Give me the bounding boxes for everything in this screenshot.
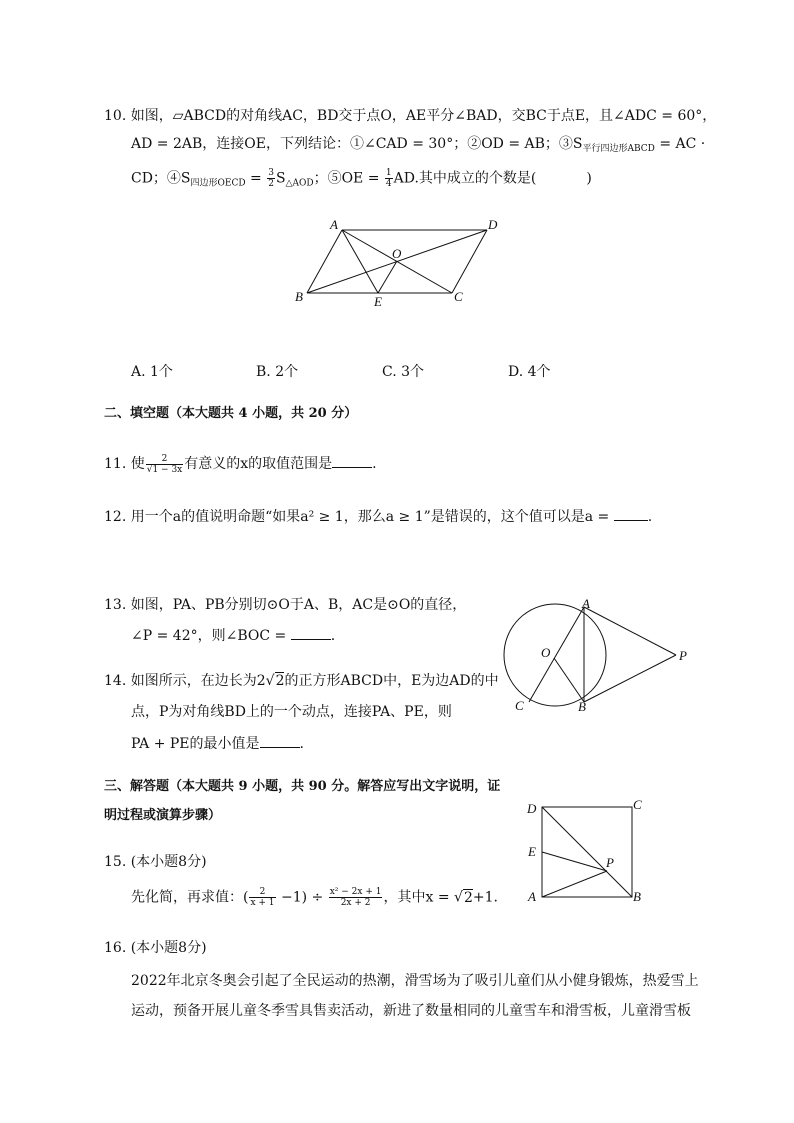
label-d: D <box>527 801 537 816</box>
label-c: C <box>515 698 524 713</box>
q14-sqrt-value: 2 <box>275 673 285 689</box>
q10-option-c[interactable]: C. 3个 <box>382 364 425 380</box>
q10-s: S <box>275 170 286 187</box>
section-3-heading-line2: 明过程或演算步骤） <box>104 808 222 823</box>
q10-fraction-3-2: $\frac{3}{2}$ <box>268 168 274 189</box>
label-b: B <box>633 889 641 904</box>
q15-fraction-1: $\frac{2}{x + 1}$ <box>250 887 275 908</box>
label-b: B <box>295 289 303 304</box>
label-o: O <box>392 246 402 261</box>
q14-answer-blank[interactable] <box>260 733 300 748</box>
q10-option-b[interactable]: B. 2个 <box>256 364 299 380</box>
q13-circle-figure <box>494 590 704 720</box>
q13-text-line2: ∠P = 42°，则∠BOC = <box>131 628 287 644</box>
q15-score: (本小题8分) <box>130 854 207 870</box>
q15-mid: −1) ÷ <box>276 889 328 906</box>
q13-line2 <box>131 625 335 646</box>
q13-end: . <box>330 628 336 644</box>
q14-sqrt-sign: √ <box>265 673 275 689</box>
q15-body <box>131 887 498 908</box>
q14-text-line3: PA + PE的最小值是 <box>131 736 260 752</box>
q10-text-line2: AD = 2AB，连接OE，下列结论：①∠CAD = 30°；②OD = AB；③S <box>131 136 583 152</box>
label-a: A <box>330 217 338 232</box>
tangent-pb <box>584 655 676 702</box>
q14-line2: 点，P为对角线BD上的一个动点，连接PA、PE，则 <box>131 704 452 720</box>
q14-text-line1b: 的正方形ABCD中，E为边AD的中 <box>284 673 499 689</box>
segment-ae <box>342 230 378 293</box>
q10-text-line2-end: = AC · <box>654 136 706 152</box>
q13-number: 13. <box>104 597 127 613</box>
q12-answer-blank[interactable] <box>614 506 648 521</box>
q16-number: 16. <box>104 940 127 956</box>
q14-end: . <box>299 736 304 752</box>
q10-fraction-1-4: $\frac{1}{4}$ <box>385 168 392 189</box>
q13-line1 <box>104 595 466 615</box>
q10-parallelogram-figure <box>290 212 510 312</box>
q10-subscript-aod: △AOD <box>285 178 314 189</box>
label-d: D <box>488 217 498 232</box>
q11-fraction: $\frac{2}{√1 - 3x}$ <box>146 453 183 475</box>
q14-number: 14. <box>104 673 127 689</box>
segment-ab <box>307 230 342 293</box>
q15-post-b: +1. <box>472 889 498 906</box>
q10-subscript-abcd: 平行四边形ABCD <box>582 144 655 154</box>
q16-header <box>104 938 207 958</box>
label-c: C <box>454 289 463 304</box>
q11-answer-blank[interactable] <box>332 453 372 468</box>
q14-square-figure <box>522 795 652 910</box>
circle-o <box>504 604 606 706</box>
label-e: E <box>374 294 382 309</box>
q16-score: (本小题8分) <box>130 940 207 956</box>
q14-line1 <box>104 671 499 691</box>
q10-answer-space[interactable] <box>536 169 586 183</box>
label-a: A <box>582 596 590 611</box>
q10-text-line3c: AD.其中成立的个数是( <box>393 170 537 187</box>
q15-fraction-2: $\frac{\text{x² − 2x + 1}}{2x + 2}$ <box>329 887 382 908</box>
diameter-ac <box>529 607 584 702</box>
q10-text-line1: 如图，▱ABCD的对角线AC，BD交于点O，AE平分∠BAD，交BC于点E，且∠ADC = 60°， <box>130 108 717 124</box>
q13-answer-blank[interactable] <box>291 625 331 640</box>
q11-number: 11. <box>104 456 127 472</box>
q11-pre: 使 <box>130 456 145 472</box>
q15-sqrt-sign: √ <box>454 889 463 906</box>
q15-sqrt-value: 2 <box>463 889 473 906</box>
label-p: P <box>606 855 614 870</box>
q10-paren: ) <box>586 170 592 187</box>
q12 <box>104 506 652 527</box>
q10-line2 <box>131 134 705 159</box>
q11 <box>104 453 377 475</box>
segment-dc <box>452 230 487 293</box>
q10-subscript-oecd: 四边形OECD <box>190 178 246 189</box>
segment-pe <box>542 852 607 871</box>
q12-number: 12. <box>104 509 127 525</box>
q12-end: . <box>647 509 653 525</box>
q14-line3 <box>131 733 304 754</box>
label-e: E <box>528 844 536 859</box>
q10-text-line3a: CD；④S <box>131 170 191 187</box>
segment-pa <box>542 871 607 897</box>
segment-oe <box>378 261 397 293</box>
label-a: A <box>528 889 536 904</box>
q14-text-line1a: 如图所示，在边长为2 <box>130 673 266 689</box>
label-p: P <box>679 648 687 663</box>
q13-text-line1: 如图，PA、PB分别切⊙O于A、B，AC是⊙O的直径， <box>130 597 467 613</box>
q15-pre: 先化简，再求值：( <box>131 889 249 906</box>
q15-number: 15. <box>104 854 127 870</box>
q16-line1: 2022年北京冬奥会引起了全民运动的热潮，滑雪场为了吸引儿童们从小健身锻炼，热爱雪上 <box>131 973 699 989</box>
tangent-pa <box>584 607 676 655</box>
section-2-heading: 二、填空题（本大题共 4 小题，共 20 分） <box>104 406 358 421</box>
q11-end: . <box>372 456 377 472</box>
segment-ob <box>554 658 584 702</box>
q15-header <box>104 852 207 872</box>
q16-line2: 运动，预备开展儿童冬季雪具售卖活动，新进了数量相同的儿童雪车和滑雪板，儿童滑雪板 <box>131 1003 691 1019</box>
q11-post: 有意义的x的取值范围是 <box>184 456 333 472</box>
label-c: C <box>633 797 642 812</box>
label-o: O <box>541 645 551 660</box>
q10-line1 <box>104 106 716 126</box>
q10-eq: = <box>245 170 267 187</box>
q10-text-line3b: ；⑤OE = <box>313 170 384 187</box>
q10-option-d[interactable]: D. 4个 <box>508 364 551 380</box>
q10-line3 <box>131 168 592 194</box>
q10-number: 10. <box>104 108 127 124</box>
q15-post-a: ，其中x = <box>383 889 455 906</box>
q12-text: 用一个a的值说明命题“如果a² ≥ 1，那么a ≥ 1”是错误的，这个值可以是a = <box>130 509 610 525</box>
q10-option-a[interactable]: A. 1个 <box>131 364 173 380</box>
diagonal-bd <box>542 807 632 897</box>
label-b: B <box>578 699 586 714</box>
section-3-heading-line1: 三、解答题（本大题共 9 小题，共 90 分。解答应写出文字说明，证 <box>104 779 501 794</box>
